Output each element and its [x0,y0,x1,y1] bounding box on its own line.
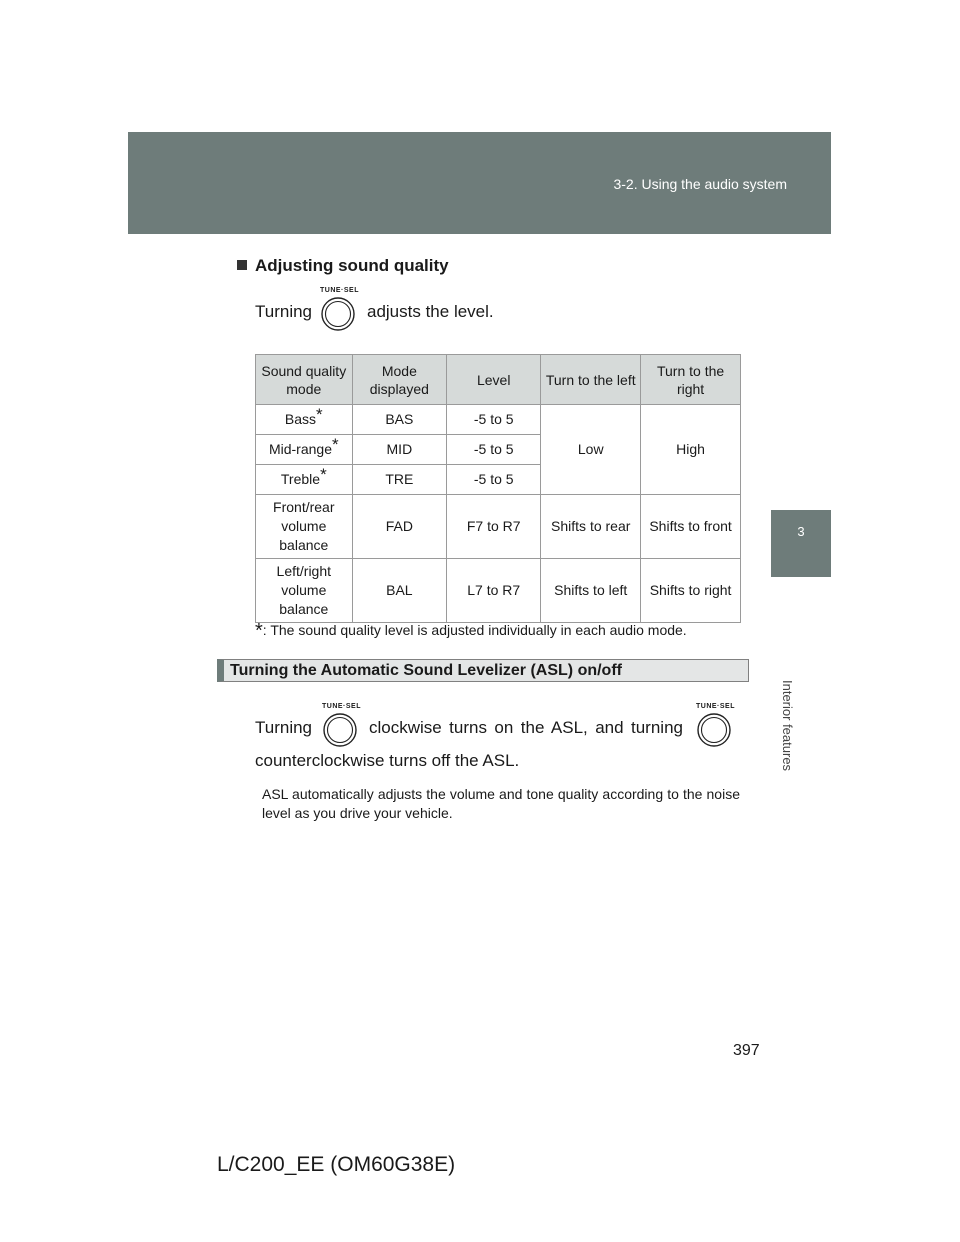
table-row [256,559,741,623]
cell-display: TRE [352,465,447,495]
footnote-marker: * [255,620,263,642]
section-heading: Turning the Automatic Sound Levelizer (ASL) on/off [217,659,749,682]
cell-mode: Front/rear volume balance [256,495,353,559]
cell-level: L7 to R7 [447,559,541,623]
cell-mode: Left/right volume balance [256,559,353,623]
section-title: 3-2. Using the audio system [613,176,787,192]
cell-level: F7 to R7 [447,495,541,559]
asl-part2: clockwise turns on the ASL, and turning [369,718,683,737]
cell-right-merged: High [641,405,741,495]
cell-level: -5 to 5 [447,405,541,435]
header-band [128,132,831,234]
intro-before: Turning [255,302,313,321]
asl-part3: counterclockwise turns off the ASL. [255,751,520,770]
cell-display: BAS [352,405,447,435]
cell-mode: Mid-range* [256,435,353,465]
cell-right: Shifts to right [641,559,741,623]
col-header-left: Turn to the left [541,355,641,405]
cell-right: Shifts to front [641,495,741,559]
cell-display: FAD [352,495,447,559]
cell-level: -5 to 5 [447,465,541,495]
tune-sel-knob-icon [696,702,735,748]
cell-left: Shifts to left [541,559,641,623]
footnote [255,620,687,643]
col-header-mode: Sound quality mode [256,355,353,405]
col-header-level: Level [447,355,541,405]
cell-left: Shifts to rear [541,495,641,559]
table-row [256,495,741,559]
col-header-right: Turn to the right [641,355,741,405]
cell-mode: Treble* [256,465,353,495]
table-row [256,405,741,435]
asl-note: ASL automatically adjusts the volume and tone quality according to the noise level as you drive your vehicle. [262,786,740,821]
tune-sel-knob-icon [322,702,361,748]
intro-after: adjusts the level. [367,302,494,321]
col-header-display: Mode displayed [352,355,447,405]
page-number: 397 [733,1042,760,1059]
sound-quality-table [255,354,741,623]
cell-display: MID [352,435,447,465]
footnote-text: : The sound quality level is adjusted individually in each audio mode. [262,622,687,638]
cell-display: BAL [352,559,447,623]
cell-mode: Bass* [256,405,353,435]
knob-caption: TUNE·SEL [696,703,735,710]
cell-level: -5 to 5 [447,435,541,465]
cell-left-merged: Low [541,405,641,495]
chapter-label: Interior features [780,680,795,772]
sub-heading: Adjusting sound quality [237,256,449,276]
knob-caption: TUNE·SEL [320,287,359,294]
tune-sel-knob-icon [320,286,359,332]
chapter-tab: 3 [771,510,831,577]
asl-part1: Turning [255,718,313,737]
knob-caption: TUNE·SEL [322,703,361,710]
document-code: L/C200_EE (OM60G38E) [217,1153,456,1176]
bullet-square-icon [237,260,247,270]
